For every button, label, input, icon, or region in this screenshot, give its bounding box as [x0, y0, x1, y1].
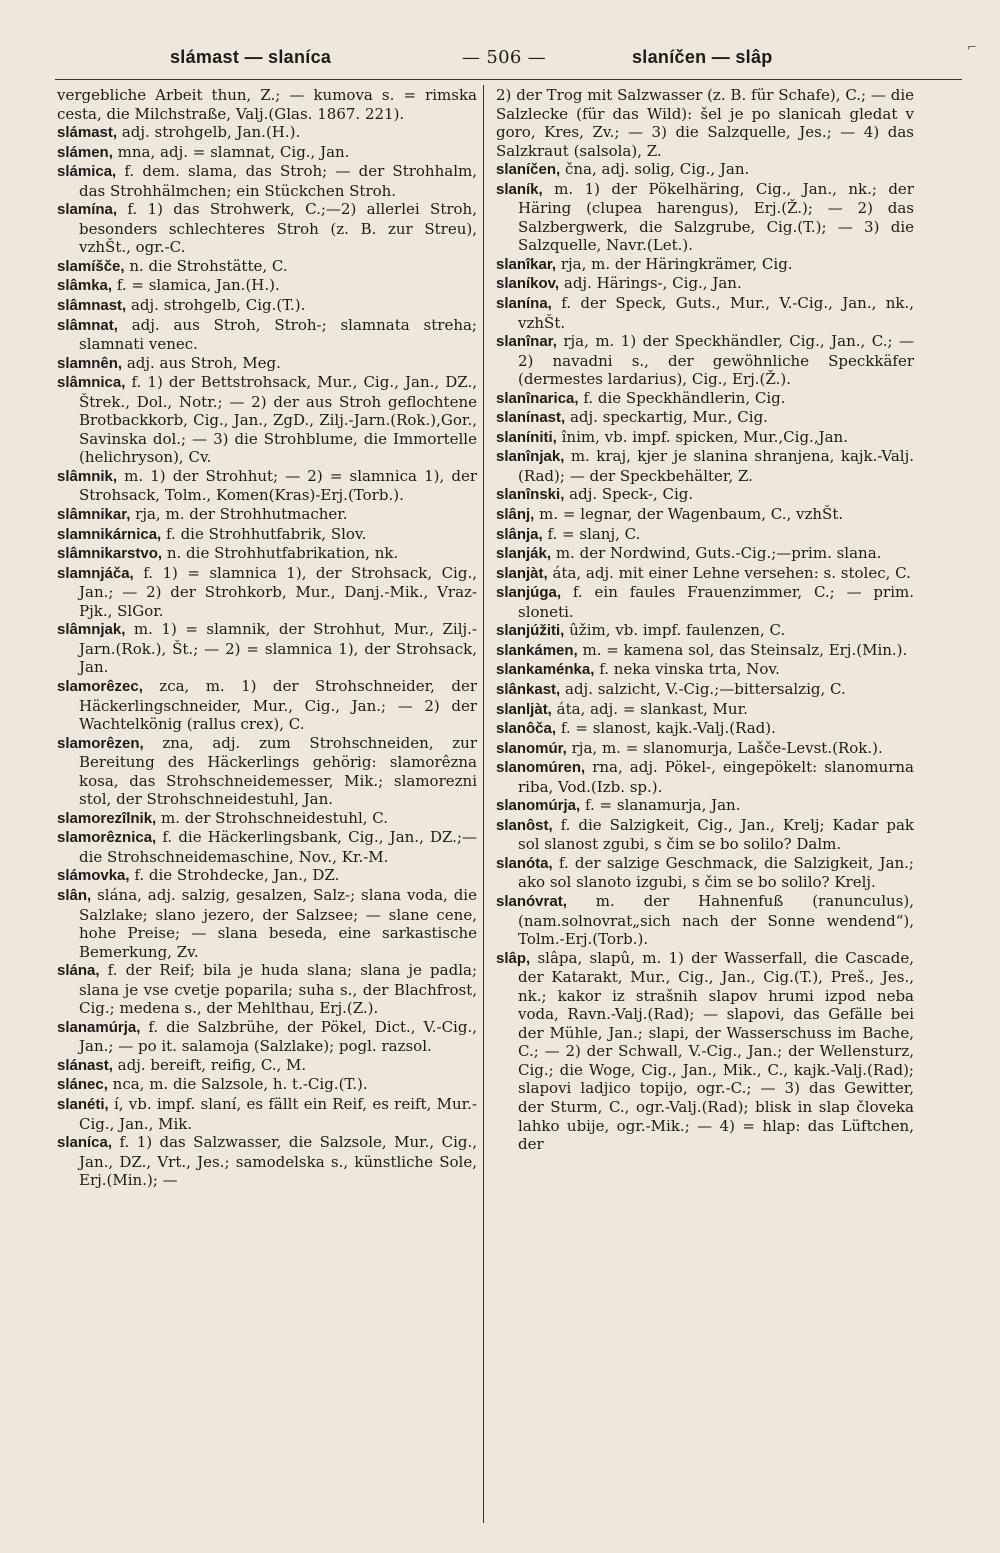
entry-headword: slanôča,	[496, 720, 557, 738]
entry-definition: f. der salzige Geschmack, die Salzigkeit, Jan.; ako sol slanoto izgubi, s čim se bo solilo? Krelj.	[518, 853, 914, 892]
dictionary-entry	[57, 1095, 477, 1133]
entry-headword: slamíšče,	[57, 257, 125, 275]
dictionary-entry	[57, 1056, 477, 1076]
entry-definition: f. 1) das Strohwerk, C.;—2) allerlei Stroh, besonders schlechteres Stroh (z. B. zur Streu), vzhŠt., ogr.-C.	[79, 200, 477, 257]
dictionary-entry	[496, 160, 914, 180]
dictionary-entry	[496, 680, 914, 700]
entry-headword: slaníkov,	[496, 275, 560, 293]
dictionary-entry	[496, 485, 914, 505]
entry-definition: zca, m. 1) der Strohschneider, der Häckerlingschneider, Mur., Cig., Jan.; — 2) der Wachtelkönig (rallus crex), C.	[79, 676, 477, 734]
entry-definition: adj. bereift, reifig, C., M.	[117, 1055, 307, 1074]
entry-headword: slaníčen,	[496, 161, 561, 179]
entry-headword: slanjúga,	[496, 584, 562, 602]
entry-headword: slanomúren,	[496, 759, 586, 777]
entry-headword: slanóvrat,	[496, 892, 567, 910]
entry-definition: nca, m. die Salzsole, h. t.-Cig.(T.).	[112, 1075, 368, 1094]
entry-definition: 2) der Trog mit Salzwasser (z. B. für Schafe), C.; — die Salzlecke (für das Wild): šel je po slanicah gledat v goro, Kres, Zv.; — 3) die Salzquelle, Jes.; — 4) das Salzkraut (salsola), Z.	[496, 86, 914, 160]
entry-headword: slaník,	[496, 180, 543, 198]
dictionary-entry	[496, 332, 914, 389]
entry-headword: slanînarica,	[496, 389, 579, 407]
entry-definition: adj. salzicht, V.-Cig.;—bittersalzig, C.	[565, 679, 846, 698]
dictionary-entry	[57, 809, 477, 829]
entry-headword: slanînar,	[496, 333, 557, 351]
dictionary-entry	[496, 389, 914, 409]
entry-headword: slâp,	[496, 949, 531, 967]
entry-definition: f. = slamica, Jan.(H.).	[116, 276, 280, 295]
entry-definition: n. die Strohhutfabrikation, nk.	[166, 544, 399, 563]
dictionary-entry	[57, 123, 477, 143]
dictionary-entry	[496, 294, 914, 332]
entry-definition: m. der Hahnenfuß (ranunculus), (nam.solnovrat„sich nach der Sonne wendend“), Tolm.-Erj.(Torb.).	[518, 891, 914, 949]
entry-definition: înim, vb. impf. spicken, Mur.,Cig.,Jan.	[561, 427, 848, 446]
entry-headword: slaníca,	[57, 1134, 113, 1152]
entry-definition: m. = legnar, der Wagenbaum, C., vzhŠt.	[539, 505, 844, 524]
entry-definition: f. = slanamurja, Jan.	[584, 796, 741, 815]
entry-headword: slanják,	[496, 545, 552, 563]
dictionary-entry	[57, 257, 477, 277]
dictionary-entry	[57, 467, 477, 505]
entry-definition: f. 1) das Salzwasser, die Salzsole, Mur., Cig., Jan., DZ., Vrt., Jes.; samodelska s., künstliche Sole, Erj.(Min.); —	[79, 1133, 477, 1190]
entry-headword: slâmnjak,	[57, 621, 126, 639]
entry-definition: rja, m. 1) der Speckhändler, Cig., Jan., C.; — 2) navadni s., der gewöhnliche Speckkäfer (dermestes lardarius), Cig., Erj.(Ž.).	[518, 332, 914, 389]
page-number: — 506 —	[462, 47, 546, 68]
dictionary-entry	[57, 162, 477, 200]
header-rule	[55, 79, 962, 80]
entry-headword: slámovka,	[57, 867, 130, 885]
entry-headword: slâmnikar,	[57, 506, 131, 524]
dictionary-entry	[496, 854, 914, 892]
dictionary-entry	[57, 200, 477, 257]
entry-definition: rja, m. der Häringkrämer, Cig.	[560, 254, 793, 273]
dictionary-entry	[57, 1133, 477, 1190]
entry-definition: f. die Strohhutfabrik, Slov.	[166, 524, 367, 543]
entry-definition: m. kraj, kjer je slanina shranjena, kajk.-Valj.(Rad); — der Speckbehälter, Z.	[518, 447, 914, 485]
dictionary-entry	[57, 296, 477, 316]
dictionary-entry	[496, 447, 914, 485]
entry-headword: slanînjak,	[496, 448, 565, 466]
dictionary-entry	[496, 660, 914, 680]
entry-headword: slamorêzen,	[57, 734, 144, 752]
entry-headword: slân,	[57, 886, 92, 904]
entry-headword: slânja,	[496, 525, 543, 543]
header-left-guide-words: slámast — slaníca	[170, 47, 332, 67]
entry-headword: slámast,	[57, 124, 118, 142]
dictionary-entry	[57, 143, 477, 163]
dictionary-entry	[496, 544, 914, 564]
dictionary-entry	[57, 828, 477, 866]
entry-headword: slankaménka,	[496, 661, 595, 679]
dictionary-entry	[57, 1018, 477, 1056]
dictionary-entry	[496, 719, 914, 739]
dictionary-entry	[496, 428, 914, 448]
entry-definition: áta, adj. = slankast, Mur.	[556, 699, 748, 718]
entry-definition: mna, adj. = slamnat, Cig., Jan.	[117, 142, 350, 161]
entry-headword: slânkast,	[496, 680, 561, 698]
entry-definition: f. = slanj, C.	[547, 524, 641, 543]
left-column	[57, 86, 477, 1190]
entry-definition: f. die Speckhändlerin, Cig.	[583, 388, 786, 407]
entry-headword: slâmnica,	[57, 374, 126, 392]
entry-definition: adj. strohgelb, Jan.(H.).	[121, 123, 301, 142]
entry-headword: slámica,	[57, 163, 117, 181]
margin-mark: ⌐	[967, 40, 978, 54]
dictionary-entry	[57, 505, 477, 525]
entry-definition: adj. speckartig, Mur., Cig.	[569, 408, 768, 427]
entry-definition: f. dem. slama, das Stroh; — der Strohhalm, das Strohhälmchen; ein Stückchen Stroh.	[79, 162, 477, 200]
dictionary-entry	[496, 739, 914, 759]
entry-definition: slâpa, slapû, m. 1) der Wasserfall, die Cascade, der Katarakt, Mur., Cig., Jan., Cig.(T.), Preš., Jes., nk.; kakor iz strašnih slapov hrumi izpod neba voda, Ravn.-Valj.(Rad); — slapovi, das Gefälle bei der Mühle, Jan.; slapi, der Wasserschuss im Bache, C.; — 2) der Schwall, V.-Cig., Jan.; der Wellensturz, Cig.; die Woge, Cig., Jan., Mik., C., kajk.-Valj.(Rad); slapovi ladjico topijo, ogr.-C.; — 3) das Gewitter, der Sturm, C., ogr.-Valj.(Rad); blisk in slap človeka lahko ubije, ogr.-Mik.; — 4) = hlap: das Lüftchen, der	[518, 948, 914, 1154]
column-divider	[483, 85, 484, 1523]
entry-headword: slâmnat,	[57, 316, 118, 334]
entry-definition: m. der Nordwind, Guts.-Cig.;—prim. slana.	[555, 544, 882, 563]
dictionary-entry	[496, 86, 914, 160]
dictionary-entry	[57, 1075, 477, 1095]
dictionary-entry	[57, 677, 477, 734]
entry-definition: m. der Strohschneidestuhl, C.	[161, 808, 389, 827]
entry-definition: áta, adj. mit einer Lehne versehen: s. stolec, C.	[552, 563, 911, 582]
entry-definition: rna, adj. Pökel-, eingepökelt: slanomurna riba, Vod.(Izb. sp.).	[518, 758, 914, 796]
entry-headword: slanínast,	[496, 409, 566, 427]
entry-headword: slanamúrja,	[57, 1018, 141, 1036]
entry-definition: f. die Salzigkeit, Cig., Jan., Krelj; Kadar pak sol slanost zgubi, s čim se bo solilo? Dalm.	[518, 815, 914, 854]
entry-definition: f. die Salzbrühe, der Pökel, Dict., V.-Cig., Jan.; — po it. salamoja (Salzlake); pogl. razsol.	[79, 1017, 477, 1056]
entry-headword: slâmnast,	[57, 297, 127, 315]
dictionary-entry	[57, 734, 477, 809]
entry-definition: rja, m. = slanomurja, Lašče-Levst.(Rok.).	[571, 738, 883, 757]
dictionary-entry	[496, 796, 914, 816]
entry-definition: slána, adj. salzig, gesalzen, Salz-; slana voda, die Salzlake; slano jezero, der Salzsee; — slane cene, hohe Preise; — slana beseda, eine sarkastische Bemerkung, Zv.	[79, 885, 477, 961]
entry-headword: slâmnikarstvo,	[57, 545, 163, 563]
dictionary-entry	[57, 886, 477, 961]
entry-definition: adj. Härings-, Cig., Jan.	[563, 274, 742, 293]
entry-definition: vergebliche Arbeit thun, Z.; — kumova s. = rimska cesta, die Milchstraße, Valj.(Glas. 1867. 221).	[57, 86, 477, 123]
entry-headword: slanjàt,	[496, 564, 548, 582]
entry-headword: slanóta,	[496, 854, 553, 872]
right-column	[496, 86, 914, 1154]
entry-definition: f. der Reif; bila je huda slana; slana je padla; slana je vse cvetje poparila; suha s., der Blachfrost, Cig.; medena s., der Mehlthau, Erj.(Z.).	[79, 961, 477, 1018]
entry-definition: f. der Speck, Guts., Mur., V.-Cig., Jan., nk., vzhŠt.	[518, 294, 914, 332]
entry-definition: rja, m. der Strohhutmacher.	[135, 505, 348, 524]
dictionary-entry	[57, 525, 477, 545]
dictionary-entry	[57, 86, 477, 123]
entry-definition: m. 1) der Pökelhäring, Cig., Jan., nk.; der Häring (clupea harengus), Erj.(Ž.); — 2) das Salzbergwerk, die Salzgrube, Cig.(T.); — 3) die Salzquelle, Navr.(Let.).	[518, 179, 914, 255]
entry-headword: slanjúžiti,	[496, 622, 565, 640]
entry-headword: slanljàt,	[496, 700, 552, 718]
entry-definition: f. = slanost, kajk.-Valj.(Rad).	[560, 719, 776, 738]
dictionary-entry	[496, 525, 914, 545]
entry-headword: slâmnik,	[57, 467, 118, 485]
entry-headword: slanîkar,	[496, 255, 557, 273]
dictionary-entry	[496, 505, 914, 525]
entry-definition: f. die Häckerlingsbank, Cig., Jan., DZ.;—die Strohschneidemaschine, Nov., Kr.-M.	[79, 828, 477, 866]
dictionary-entry	[496, 564, 914, 584]
entry-definition: í, vb. impf. slaní, es fällt ein Reif, es reift, Mur.-Cig., Jan., Mik.	[79, 1094, 477, 1133]
entry-headword: slamorêznica,	[57, 829, 157, 847]
entry-headword: slamnên,	[57, 354, 123, 372]
entry-definition: m. 1) der Strohhut; — 2) = slamnica 1), der Strohsack, Tolm., Komen(Kras)-Erj.(Torb.).	[79, 466, 477, 505]
entry-definition: f. 1) = slamnica 1), der Strohsack, Cig., Jan.; — 2) der Strohkorb, Mur., Danj.-Mik., Vraz-Pjk., SlGor.	[79, 563, 477, 620]
entry-definition: adj. aus Stroh, Stroh-; slamnata streha; slamnati venec.	[79, 315, 477, 354]
dictionary-entry	[57, 564, 477, 621]
entry-headword: slamína,	[57, 201, 118, 219]
dictionary-entry	[57, 316, 477, 354]
entry-definition: adj. strohgelb, Cig.(T.).	[130, 296, 306, 315]
entry-headword: slankámen,	[496, 641, 578, 659]
entry-headword: slánec,	[57, 1076, 108, 1094]
dictionary-entry	[496, 949, 914, 1154]
entry-headword: slanéti,	[57, 1095, 109, 1113]
dictionary-entry	[57, 866, 477, 886]
dictionary-entry	[57, 961, 477, 1018]
dictionary-entry	[496, 583, 914, 621]
entry-headword: slamorêzec,	[57, 677, 143, 695]
dictionary-entry	[496, 758, 914, 796]
entry-definition: f. die Strohdecke, Jan., DZ.	[134, 866, 340, 885]
entry-definition: adj. Speck-, Cig.	[569, 485, 694, 504]
dictionary-entry	[496, 255, 914, 275]
dictionary-entry	[57, 544, 477, 564]
entry-definition: m. = kamena sol, das Steinsalz, Erj.(Min.).	[582, 640, 908, 659]
entry-definition: zna, adj. zum Strohschneiden, zur Bereitung des Häckerlings gehörig: slamorêzna kosa, das Strohschneidemesser, Mik.; slamorezni stol, der Strohschneidestuhl, Jan.	[79, 733, 477, 809]
entry-definition: ûžim, vb. impf. faulenzen, C.	[569, 621, 786, 640]
dictionary-entry	[496, 641, 914, 661]
dictionary-entry	[57, 373, 477, 467]
entry-headword: slámen,	[57, 143, 113, 161]
entry-definition: m. 1) = slamnik, der Strohhut, Mur., Zilj.-Jarn.(Rok.), Št.; — 2) = slamnica 1), der Strohsack, Jan.	[79, 620, 477, 677]
entry-definition: f. neka vinska trta, Nov.	[599, 660, 780, 679]
dictionary-entry	[496, 700, 914, 720]
entry-headword: slanína,	[496, 295, 552, 313]
entry-headword: slanînski,	[496, 486, 565, 504]
dictionary-entry	[57, 276, 477, 296]
entry-definition: f. 1) der Bettstrohsack, Mur., Cig., Jan., DZ., Štrek., Dol., Notr.; — 2) der aus Stroh geflochtene Brotbackkorb, Cig., Jan., ZgD., Zilj.-Jarn.(Rok.),Gor., Savinska dol.; — 3) die Strohblume, die Immortelle (helichryson), Cv.	[79, 373, 477, 467]
entry-headword: slamorezîlnik,	[57, 809, 157, 827]
entry-headword: slána,	[57, 962, 100, 980]
entry-headword: slanôst,	[496, 816, 553, 834]
entry-headword: slaníniti,	[496, 428, 557, 446]
entry-definition: čna, adj. solig, Cig., Jan.	[564, 160, 750, 179]
entry-definition: adj. aus Stroh, Meg.	[126, 353, 281, 372]
entry-headword: slanomúrja,	[496, 797, 581, 815]
entry-headword: slânj,	[496, 506, 535, 524]
header-right-guide-words: slaníčen — slâp	[632, 47, 773, 67]
dictionary-entry	[496, 274, 914, 294]
entry-headword: slánast,	[57, 1056, 113, 1074]
entry-definition: f. ein faules Frauenzimmer, C.; — prim. sloneti.	[518, 583, 914, 621]
dictionary-entry	[57, 620, 477, 677]
entry-headword: slamnikárnica,	[57, 525, 162, 543]
dictionary-entry	[496, 408, 914, 428]
dictionary-entry	[496, 621, 914, 641]
dictionary-entry	[57, 354, 477, 374]
entry-headword: slâmka,	[57, 277, 113, 295]
entry-headword: slamnjáča,	[57, 564, 134, 582]
page-header	[0, 45, 1000, 77]
dictionary-entry	[496, 180, 914, 255]
dictionary-entry	[496, 816, 914, 854]
entry-headword: slanomúr,	[496, 739, 567, 757]
dictionary-entry	[496, 892, 914, 949]
entry-definition: n. die Strohstätte, C.	[129, 256, 288, 275]
